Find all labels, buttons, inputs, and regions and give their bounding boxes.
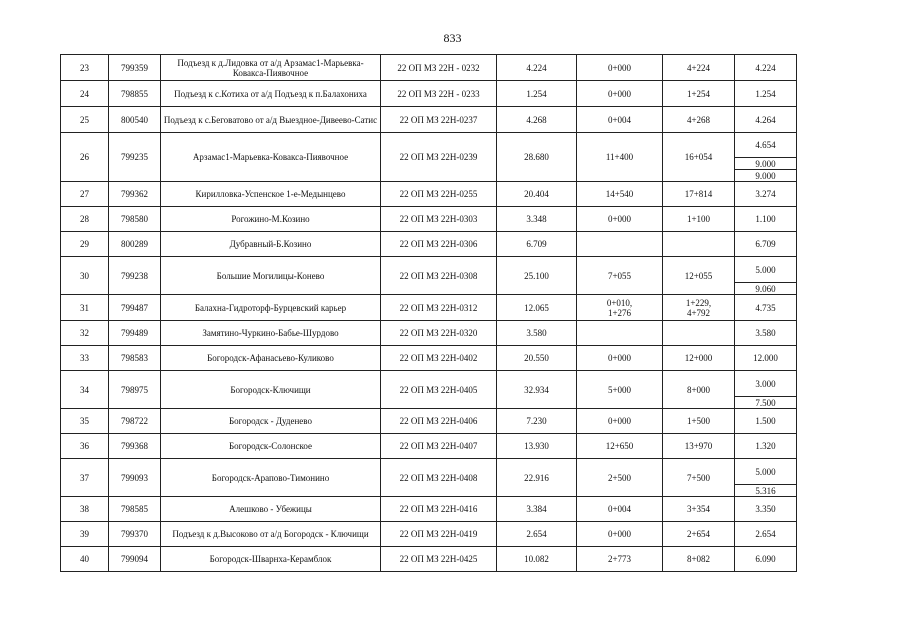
segment-length: 5.000 — [735, 459, 797, 485]
segment-start-value: 7+055 — [607, 270, 632, 281]
segment-start-value: 0+004 — [607, 114, 632, 125]
road-id: 799368 — [109, 434, 161, 459]
registration-number: 22 ОП МЗ 22Н-0406 — [381, 409, 497, 434]
road-length: 3.348 — [497, 207, 577, 232]
road-name: Замятино-Чуркино-Бабье-Шурдово — [161, 321, 381, 346]
segment-start — [577, 434, 663, 459]
road-id: 800540 — [109, 107, 161, 133]
segment-length: 3.580 — [735, 321, 797, 346]
segment-end — [663, 547, 735, 572]
road-length: 1.254 — [497, 81, 577, 107]
segment-start-value: 0+000 — [607, 416, 632, 426]
segment-end — [663, 55, 735, 81]
segment-end-value: 4+224 — [686, 62, 711, 73]
segment-end-value: 3+354 — [686, 504, 711, 514]
segment-start-value: 0+010, — [606, 297, 633, 308]
segment-start-value: 0+000 — [607, 214, 632, 224]
segment-start-value: 14+540 — [605, 189, 634, 199]
segment-end-value: 8+082 — [686, 554, 711, 564]
segment-start — [577, 522, 663, 547]
segment-end — [663, 346, 735, 371]
row-number: 33 — [61, 346, 109, 371]
segment-length: 1.500 — [735, 409, 797, 434]
segment-start — [577, 182, 663, 207]
segment-end-value: 13+970 — [684, 441, 713, 451]
road-id: 800289 — [109, 232, 161, 257]
road-name: Арзамас1-Марьевка-Ковакса-Пиявочное — [161, 133, 381, 182]
segment-start-value: 0+000 — [607, 62, 632, 73]
segment-length: 2.654 — [735, 522, 797, 547]
registration-number: 22 ОП МЗ 22Н-0255 — [381, 182, 497, 207]
road-name: Подъезд к с.Беговатово от а/д Выездное-Дивеево-Сатис — [161, 107, 381, 133]
segment-start-value: 0+004 — [607, 504, 632, 514]
table-row — [61, 133, 797, 158]
segment-length: 1.254 — [735, 81, 797, 107]
road-id: 799093 — [109, 459, 161, 497]
segment-length: 3.000 — [735, 371, 797, 397]
row-number: 34 — [61, 371, 109, 409]
road-name: Богородск-Афанасьево-Куликово — [161, 346, 381, 371]
segment-length: 3.274 — [735, 182, 797, 207]
table-row — [61, 409, 797, 434]
row-number: 40 — [61, 547, 109, 572]
road-id: 798583 — [109, 346, 161, 371]
segment-length: 4.224 — [735, 55, 797, 81]
row-number: 23 — [61, 55, 109, 81]
segment-end-value: 16+054 — [684, 152, 713, 162]
table-body — [61, 55, 797, 572]
table-row — [61, 55, 797, 81]
segment-start-value: 1+276 — [607, 307, 632, 318]
table-row — [61, 207, 797, 232]
segment-end — [663, 133, 735, 182]
road-length: 2.654 — [497, 522, 577, 547]
road-name: Балахна-Гидроторф-Бурцевский карьер — [161, 295, 381, 321]
road-id: 799359 — [109, 55, 161, 81]
segment-end-value: 1+229, — [685, 297, 712, 308]
segment-end — [663, 207, 735, 232]
row-number: 30 — [61, 257, 109, 295]
table-row — [61, 547, 797, 572]
road-length: 20.404 — [497, 182, 577, 207]
row-number: 35 — [61, 409, 109, 434]
segment-length: 12.000 — [735, 346, 797, 371]
road-name: Подъезд к д.Лидовка от а/д Арзамас1-Марьевка-Ковакса-Пиявочное — [161, 55, 381, 81]
segment-length-extra: 9.060 — [735, 283, 797, 295]
table-row — [61, 257, 797, 283]
segment-start — [577, 371, 663, 409]
table-row — [61, 371, 797, 397]
road-id: 799235 — [109, 133, 161, 182]
page-number: 833 — [443, 31, 462, 45]
segment-start — [577, 459, 663, 497]
segment-start — [577, 295, 663, 321]
road-name: Рогожино-М.Козино — [161, 207, 381, 232]
segment-end-value: 12+000 — [684, 353, 713, 363]
segment-end-value: 4+792 — [686, 307, 711, 318]
segment-end — [663, 459, 735, 497]
segment-end-value: 12+055 — [684, 270, 713, 281]
row-number: 25 — [61, 107, 109, 133]
registration-number: 22 ОП МЗ 22Н - 0232 — [381, 55, 497, 81]
road-name: Дубравный-Б.Козино — [161, 232, 381, 257]
segment-length-extra: 9.000 — [735, 170, 797, 182]
road-id: 798580 — [109, 207, 161, 232]
segment-end — [663, 497, 735, 522]
road-id: 798975 — [109, 371, 161, 409]
row-number: 37 — [61, 459, 109, 497]
segment-end — [663, 232, 735, 257]
table-row — [61, 497, 797, 522]
segment-start-value: 0+000 — [607, 88, 632, 99]
road-name: Подъезд к д.Высоково от а/д Богородск - Ключищи — [161, 522, 381, 547]
segment-end-value: 1+100 — [686, 214, 711, 224]
segment-start — [577, 409, 663, 434]
segment-start — [577, 232, 663, 257]
segment-length: 3.350 — [735, 497, 797, 522]
segment-length: 4.654 — [735, 133, 797, 158]
road-name: Подъезд к с.Котиха от а/д Подъезд к п.Балахониха — [161, 81, 381, 107]
registration-number: 22 ОП МЗ 22Н-0237 — [381, 107, 497, 133]
road-name: Богородск-Солонское — [161, 434, 381, 459]
segment-end — [663, 321, 735, 346]
road-length: 3.580 — [497, 321, 577, 346]
road-length: 13.930 — [497, 434, 577, 459]
segment-length: 5.000 — [735, 257, 797, 283]
segment-end-value: 1+254 — [686, 88, 711, 99]
segment-start — [577, 497, 663, 522]
segment-start — [577, 107, 663, 133]
road-id: 798855 — [109, 81, 161, 107]
registration-number: 22 ОП МЗ 22Н-0303 — [381, 207, 497, 232]
roads-table — [60, 54, 797, 572]
segment-end — [663, 295, 735, 321]
row-number: 38 — [61, 497, 109, 522]
row-number: 39 — [61, 522, 109, 547]
segment-start-value: 0+000 — [607, 353, 632, 363]
road-length: 20.550 — [497, 346, 577, 371]
road-length: 32.934 — [497, 371, 577, 409]
table-row — [61, 522, 797, 547]
segment-start — [577, 321, 663, 346]
registration-number: 22 ОП МЗ 22Н-0402 — [381, 346, 497, 371]
table-row — [61, 346, 797, 371]
table-row — [61, 182, 797, 207]
row-number: 26 — [61, 133, 109, 182]
segment-end-value: 8+000 — [686, 384, 711, 395]
road-id: 799487 — [109, 295, 161, 321]
row-number: 36 — [61, 434, 109, 459]
segment-start-value: 11+400 — [605, 152, 634, 162]
row-number: 29 — [61, 232, 109, 257]
registration-number: 22 ОП МЗ 22Н - 0233 — [381, 81, 497, 107]
road-id: 799370 — [109, 522, 161, 547]
road-name: Богородск-Шварнха-Керамблок — [161, 547, 381, 572]
road-id: 799238 — [109, 257, 161, 295]
registration-number: 22 ОП МЗ 22Н-0419 — [381, 522, 497, 547]
road-id: 799362 — [109, 182, 161, 207]
road-length: 3.384 — [497, 497, 577, 522]
row-number: 31 — [61, 295, 109, 321]
segment-length-extra: 7.500 — [735, 397, 797, 409]
road-name: Богородск-Арапово-Тимонино — [161, 459, 381, 497]
segment-end — [663, 257, 735, 295]
road-length: 12.065 — [497, 295, 577, 321]
road-id: 799489 — [109, 321, 161, 346]
segment-end-value: 2+654 — [686, 529, 711, 539]
registration-number: 22 ОП МЗ 22Н-0312 — [381, 295, 497, 321]
segment-end — [663, 371, 735, 409]
registration-number: 22 ОП МЗ 22Н-0306 — [381, 232, 497, 257]
table-row — [61, 81, 797, 107]
road-length: 22.916 — [497, 459, 577, 497]
segment-length-extra: 9.000 — [735, 158, 797, 170]
row-number: 24 — [61, 81, 109, 107]
registration-number: 22 ОП МЗ 22Н-0416 — [381, 497, 497, 522]
road-length: 25.100 — [497, 257, 577, 295]
table-row — [61, 459, 797, 485]
row-number: 32 — [61, 321, 109, 346]
registration-number: 22 ОП МЗ 22Н-0320 — [381, 321, 497, 346]
segment-start — [577, 207, 663, 232]
row-number: 28 — [61, 207, 109, 232]
registration-number: 22 ОП МЗ 22Н-0308 — [381, 257, 497, 295]
segment-start-value: 2+773 — [607, 554, 632, 564]
registration-number: 22 ОП МЗ 22Н-0239 — [381, 133, 497, 182]
table-row — [61, 295, 797, 321]
segment-length: 1.100 — [735, 207, 797, 232]
road-length: 6.709 — [497, 232, 577, 257]
road-name: Богородск - Дуденево — [161, 409, 381, 434]
segment-start-value: 2+500 — [607, 472, 632, 483]
segment-start — [577, 81, 663, 107]
segment-end — [663, 81, 735, 107]
segment-start — [577, 257, 663, 295]
table-row — [61, 232, 797, 257]
registration-number: 22 ОП МЗ 22Н-0405 — [381, 371, 497, 409]
road-name: Богородск-Ключищи — [161, 371, 381, 409]
segment-start-value: 5+000 — [607, 384, 632, 395]
segment-length: 6.090 — [735, 547, 797, 572]
segment-end — [663, 522, 735, 547]
table-row — [61, 321, 797, 346]
segment-end — [663, 409, 735, 434]
segment-end-value: 17+814 — [684, 189, 713, 199]
segment-start — [577, 547, 663, 572]
segment-start-value: 12+650 — [605, 441, 634, 451]
segment-length-extra: 5.316 — [735, 485, 797, 497]
road-name: Алешково - Убежицы — [161, 497, 381, 522]
road-name: Кирилловка-Успенское 1-е-Медынцево — [161, 182, 381, 207]
segment-end — [663, 182, 735, 207]
road-length: 4.268 — [497, 107, 577, 133]
segment-start — [577, 346, 663, 371]
road-id: 798585 — [109, 497, 161, 522]
road-length: 10.082 — [497, 547, 577, 572]
registration-number: 22 ОП МЗ 22Н-0425 — [381, 547, 497, 572]
registration-number: 22 ОП МЗ 22Н-0407 — [381, 434, 497, 459]
road-length: 7.230 — [497, 409, 577, 434]
segment-length: 4.735 — [735, 295, 797, 321]
road-length: 28.680 — [497, 133, 577, 182]
segment-length: 1.320 — [735, 434, 797, 459]
segment-length: 6.709 — [735, 232, 797, 257]
row-number: 27 — [61, 182, 109, 207]
segment-start — [577, 133, 663, 182]
road-id: 798722 — [109, 409, 161, 434]
segment-end-value: 7+500 — [686, 472, 711, 483]
segment-end-value: 1+500 — [686, 416, 711, 426]
segment-start — [577, 55, 663, 81]
segment-end — [663, 107, 735, 133]
segment-end-value: 4+268 — [686, 114, 711, 125]
segment-start-value: 0+000 — [607, 529, 632, 539]
road-length: 4.224 — [497, 55, 577, 81]
road-id: 799094 — [109, 547, 161, 572]
table-row — [61, 434, 797, 459]
registration-number: 22 ОП МЗ 22Н-0408 — [381, 459, 497, 497]
segment-end — [663, 434, 735, 459]
segment-length: 4.264 — [735, 107, 797, 133]
road-name: Большие Могилицы-Конево — [161, 257, 381, 295]
table-row — [61, 107, 797, 133]
